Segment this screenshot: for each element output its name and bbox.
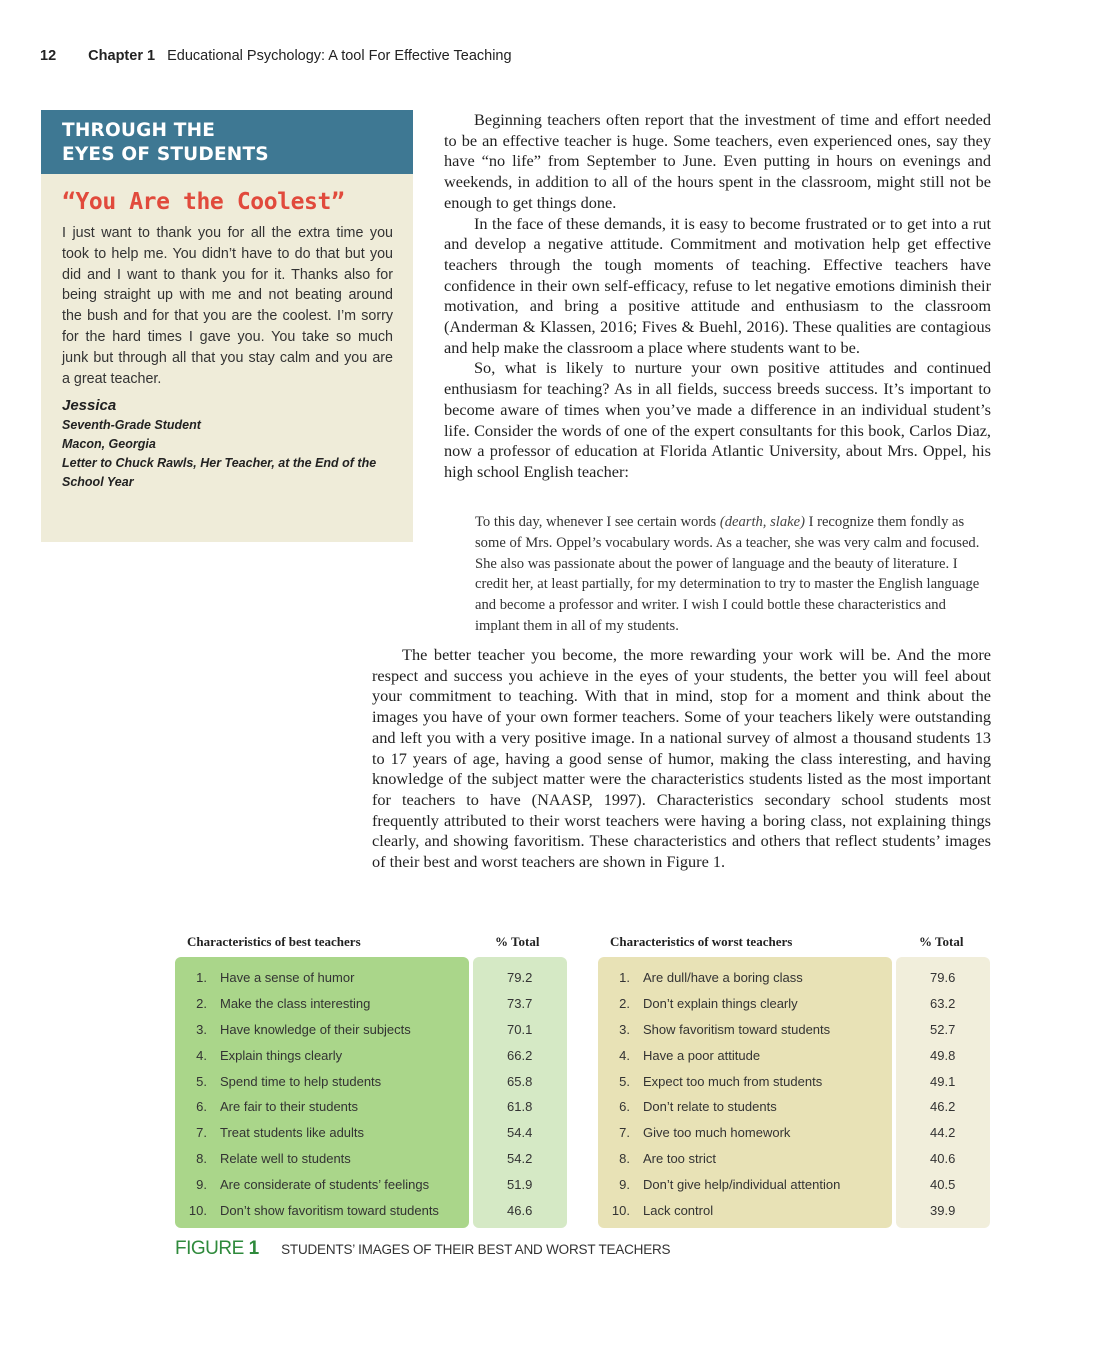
row-value: 44.2 <box>930 1125 956 1141</box>
table-row <box>185 1069 465 1095</box>
table-row <box>608 1069 888 1095</box>
row-text: Spend time to help students <box>220 1073 382 1089</box>
figure-caption <box>175 1238 670 1260</box>
table-row <box>608 965 888 991</box>
paragraph: In the face of these demands, it is easy to become frustrated or to get into a rut and develop a negative attitude. Commitment and motivation help get effective teachers through the tough moments of teaching. Effective teachers have confidence in their own self-efficacy, refuse to let negative emotions diminish their motivation, and bring a positive attitude and enthusiasm to the classroom (Anderman & Klassen, 2016; Fives & Buehl, 2016). These qualities are contagious and help make the classroom a place where students want to be. <box>444 213 991 357</box>
page-number: 12 <box>40 48 57 64</box>
row-value: 40.5 <box>930 1177 956 1193</box>
row-value: 46.6 <box>507 1203 533 1219</box>
main-column <box>444 110 991 483</box>
table-row <box>185 1172 465 1198</box>
worst-header: Characteristics of worst teachers <box>610 934 793 949</box>
row-value: 79.2 <box>507 970 533 985</box>
signature-line: Macon, Georgia <box>62 437 156 452</box>
row-value: 39.9 <box>930 1203 956 1219</box>
row-text: Expect too much from students <box>643 1073 823 1089</box>
row-value: 61.8 <box>507 1099 533 1115</box>
page-header <box>40 48 512 64</box>
table-row <box>185 1043 465 1069</box>
row-number: 5. <box>619 1073 630 1089</box>
wide-paragraph-block <box>372 645 991 873</box>
row-value: 52.7 <box>930 1021 956 1037</box>
row-number: 10. <box>188 1203 207 1219</box>
chapter-title: Educational Psychology: A tool For Effective Teaching <box>167 48 512 64</box>
row-value: 49.1 <box>930 1073 956 1089</box>
table-row <box>608 991 888 1017</box>
worst-values <box>930 965 990 1224</box>
row-text: Show favoritism toward students <box>643 1021 831 1037</box>
quote-after: I recognize them fondly as some of Mrs. Oppel’s vocabulary words. As a teacher, she was very calm and focused. She also was passionate about the power of language and the beauty of literature. I credit her, at least partially, for my determination to try to master the English language and become a professor and writer. I wish I could bottle these characteristics and implant them in all of my students. <box>475 514 980 634</box>
row-text: Explain things clearly <box>220 1047 343 1063</box>
table-row <box>185 1094 465 1120</box>
row-text: Are fair to their students <box>220 1099 359 1115</box>
row-value: 40.6 <box>930 1151 956 1167</box>
table-row <box>185 1120 465 1146</box>
table-row <box>608 1043 888 1069</box>
row-text: Don’t show favoritism toward students <box>220 1203 439 1219</box>
quote-words: (dearth, slake) <box>719 514 805 530</box>
quote-before: To this day, whenever I see certain words <box>475 514 720 530</box>
row-text: Don’t relate to students <box>643 1099 777 1115</box>
row-text: Give too much homework <box>643 1125 791 1141</box>
table-row <box>185 1146 465 1172</box>
row-value: 65.8 <box>507 1073 533 1089</box>
table-row <box>608 1120 888 1146</box>
row-number: 4. <box>196 1047 207 1063</box>
worst-pct-header: % Total <box>919 934 964 949</box>
row-number: 4. <box>619 1047 630 1063</box>
table-row <box>608 1094 888 1120</box>
table-row <box>608 1198 888 1224</box>
paragraph: Beginning teachers often report that the investment of time and effort needed to be an effective teacher is huge. Some teachers, even experienced ones, say they have “no life” from September to June. Even putting in hours on evenings and weekends, in addition to all of the hours spent in the classroom, might still not be enough to get things done. <box>444 110 991 212</box>
table-row <box>608 1017 888 1043</box>
row-number: 2. <box>196 995 207 1011</box>
row-number: 10. <box>611 1203 630 1219</box>
row-number: 8. <box>619 1151 630 1167</box>
row-number: 6. <box>196 1099 207 1115</box>
best-values <box>507 965 567 1224</box>
row-text: Are too strict <box>643 1151 716 1167</box>
sidebar-box <box>41 110 413 542</box>
signature-line: Letter to Chuck Rawls, Her Teacher, at the End of the School Year <box>62 456 377 490</box>
figure-number: 1 <box>248 1238 259 1259</box>
sidebar-title: “You Are the Coolest” <box>62 189 345 215</box>
row-text: Treat students like adults <box>220 1125 365 1141</box>
paragraph: The better teacher you become, the more rewarding your work will be. And the more respect and success you achieve in the eyes of your students, the better you will feel about your commitment to teaching. With that in mind, stop for a moment and think about the images you have of your own former teachers. Some of your teachers likely were outstanding and left you with a very positive image. In a national survey of almost a thousand students 13 to 17 years of age, having a good sense of humor, making the class interesting, and having knowledge of the subject matter were the characteristics students listed as the most important for teachers to have (NAASP, 1997). Characteristics secondary school students most frequently attributed to their worst teachers were having a boring class, not explaining things clearly, and showing favoritism. These characteristics and others that reflect students’ images of their best and worst teachers are shown in Figure 1. <box>372 645 991 872</box>
row-text: Don’t explain things clearly <box>643 995 798 1011</box>
row-number: 1. <box>619 970 630 985</box>
row-value: 54.2 <box>507 1151 533 1167</box>
table-row <box>185 965 465 991</box>
row-value: 63.2 <box>930 995 956 1011</box>
sidebar-heading <box>41 110 413 174</box>
row-number: 9. <box>619 1177 630 1193</box>
paragraph: So, what is likely to nurture your own positive attitudes and continued enthusiasm for teaching? As in all fields, success breeds success. It’s important to become aware of times when you’ve made a difference in an individual student’s life. Consider the words of one of the expert consultants for this book, Carlos Diaz, now a professor of education at Florida Atlantic University, about Mrs. Oppel, his high school English teacher: <box>444 358 991 481</box>
figure-label-text: FIGURE <box>175 1238 244 1259</box>
table-row <box>608 1172 888 1198</box>
row-text: Lack control <box>643 1203 714 1219</box>
table-row <box>185 991 465 1017</box>
row-number: 6. <box>619 1099 630 1115</box>
chapter-label: Chapter 1 <box>88 48 156 64</box>
row-value: 49.8 <box>930 1047 956 1063</box>
signature <box>62 397 393 492</box>
row-value: 66.2 <box>507 1047 533 1063</box>
row-text: Have knowledge of their subjects <box>220 1021 411 1037</box>
row-text: Have a sense of humor <box>220 970 355 985</box>
row-number: 7. <box>196 1125 207 1141</box>
row-text: Relate well to students <box>220 1151 351 1167</box>
sidebar-body: I just want to thank you for all the extra time you took to help me. You didn’t have to do that but you did and I want to thank you for it. Thanks also for being straight up with me and not beating around the bush and for that you are the coolest. I’m sorry for the hard times I gave you. You take so much junk but through all that you stay calm and you are a great teacher. <box>62 225 393 387</box>
row-number: 5. <box>196 1073 207 1089</box>
sidebar-heading-line2: EYES OF STUDENTS <box>62 144 269 165</box>
quote-text <box>475 512 987 637</box>
figure-label <box>175 1238 259 1259</box>
row-number: 3. <box>619 1021 630 1037</box>
row-value: 46.2 <box>930 1099 956 1115</box>
row-number: 9. <box>196 1177 207 1193</box>
table-row <box>608 1146 888 1172</box>
row-text: Are considerate of students’ feelings <box>220 1177 430 1193</box>
row-text: Make the class interesting <box>220 995 371 1011</box>
row-value: 73.7 <box>507 995 533 1011</box>
row-value: 70.1 <box>507 1021 533 1037</box>
signature-name: Jessica <box>62 397 117 415</box>
row-number: 3. <box>196 1021 207 1037</box>
row-value: 54.4 <box>507 1125 533 1141</box>
figure-caption-text: STUDENTS’ IMAGES OF THEIR BEST AND WORST TEACHERS <box>281 1242 671 1257</box>
table-row <box>185 1198 465 1224</box>
row-text: Are dull/have a boring class <box>643 970 803 985</box>
block-quote <box>475 512 987 637</box>
row-value: 79.6 <box>930 970 956 985</box>
sidebar-heading-line1: THROUGH THE <box>62 120 216 141</box>
table-row <box>185 1017 465 1043</box>
best-pct-header: % Total <box>495 934 540 949</box>
row-text: Don’t give help/individual attention <box>643 1177 841 1193</box>
row-value: 51.9 <box>507 1177 533 1193</box>
best-header: Characteristics of best teachers <box>187 934 361 949</box>
signature-line: Seventh-Grade Student <box>62 418 201 433</box>
row-number: 1. <box>196 970 207 985</box>
best-list <box>185 965 465 1224</box>
row-number: 2. <box>619 995 630 1011</box>
worst-list <box>608 965 888 1224</box>
row-text: Have a poor attitude <box>643 1047 761 1063</box>
row-number: 8. <box>196 1151 207 1167</box>
row-number: 7. <box>619 1125 630 1141</box>
